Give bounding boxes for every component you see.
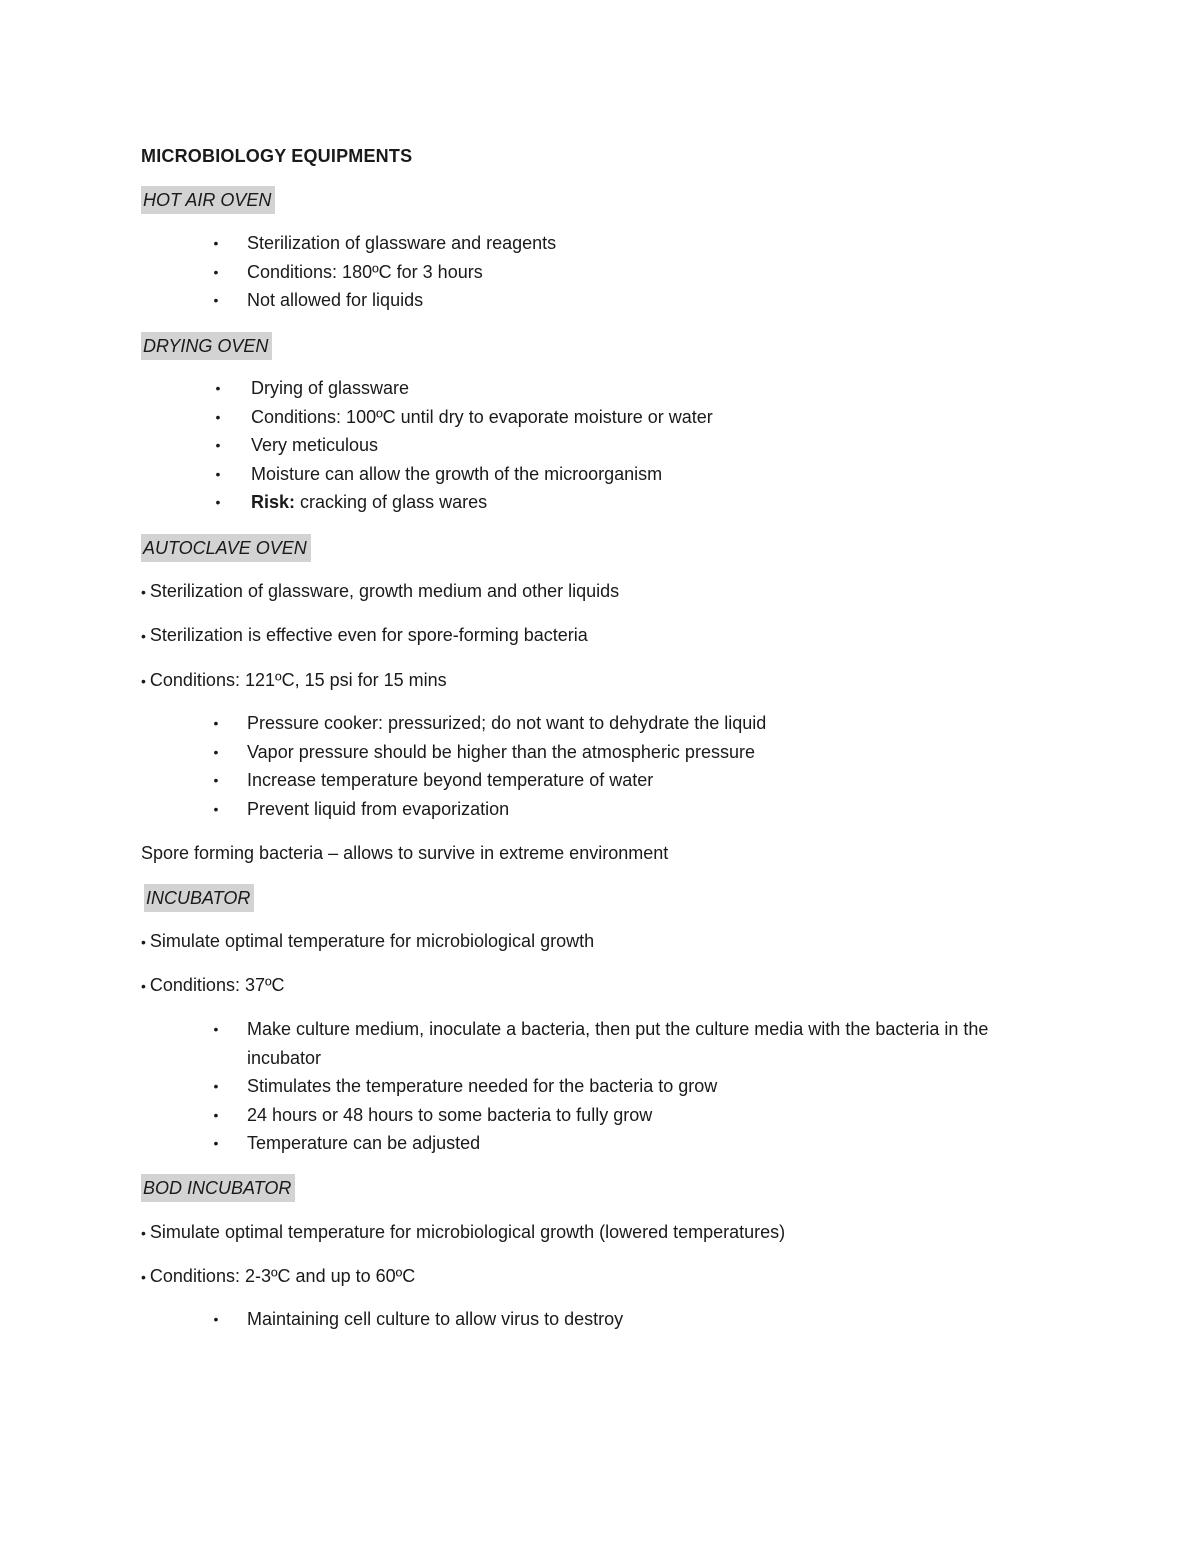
document-title: MICROBIOLOGY EQUIPMENTS [141, 146, 413, 166]
bullet-icon: • [213, 1078, 219, 1094]
bullet-icon: • [215, 494, 221, 510]
hot-air-oven-list [0, 229, 557, 315]
list-item: • Drying of glassware [0, 374, 462, 403]
list-item: • Maintaining cell culture to allow virus to destroy [0, 1305, 376, 1334]
incubator-para: • Conditions: 37ºC [141, 975, 285, 995]
section-heading-autoclave-oven: AUTOCLAVE OVEN [141, 534, 311, 562]
list-item: • Conditions: 180ºC for 3 hours [0, 258, 309, 287]
bullet-icon: • [215, 465, 221, 482]
bullet-icon: • [215, 380, 221, 396]
incubator-para: • Simulate optimal temperature for microbiological growth [141, 931, 595, 951]
list-item-risk [0, 488, 488, 517]
list-item: • Conditions: 100ºC until dry to evaporate moisture or water [0, 403, 462, 432]
section-heading-bod-incubator: BOD INCUBATOR [141, 1174, 295, 1202]
risk-label: Risk: [251, 492, 296, 512]
bullet-icon: • [213, 1135, 219, 1151]
bullet-icon: • [213, 292, 219, 308]
section-heading-incubator: INCUBATOR [144, 884, 254, 912]
list-item: • 24 hours or 48 hours to some bacteria to fully grow [0, 1101, 470, 1130]
autoclave-para: • Sterilization is effective even for spore-forming bacteria [141, 625, 588, 645]
bullet-icon: • [215, 437, 221, 453]
bullet-icon: • [215, 408, 221, 425]
incubator-list [0, 1015, 989, 1158]
bullet-icon: • [141, 628, 146, 644]
bullet-icon: • [213, 772, 219, 788]
bullet-icon: • [213, 715, 219, 731]
bullet-icon: • [141, 584, 146, 600]
list-item: • Increase temperature beyond temperature of water [0, 766, 519, 795]
risk-text: cracking of glass wares [295, 492, 488, 512]
bullet-icon: • [213, 743, 219, 760]
autoclave-para: • Conditions: 121ºC, 15 psi for 15 mins [141, 670, 447, 690]
bullet-icon: • [213, 1106, 219, 1123]
list-item: • Vapor pressure should be higher than the atmospheric pressure [0, 738, 519, 767]
list-item: • Pressure cooker: pressurized; do not want to dehydrate the liquid [0, 709, 519, 738]
list-item: • Very meticulous [0, 431, 462, 460]
bullet-icon: • [141, 978, 146, 994]
bullet-icon: • [213, 263, 219, 280]
bullet-icon: • [141, 673, 146, 689]
section-heading-drying-oven: DRYING OVEN [141, 332, 272, 360]
bullet-icon: • [141, 1269, 146, 1285]
bullet-icon: • [141, 1225, 146, 1241]
bullet-icon: • [213, 800, 219, 817]
section-heading-hot-air-oven: HOT AIR OVEN [141, 186, 275, 214]
autoclave-para: • Sterilization of glassware, growth medium and other liquids [141, 581, 620, 601]
bullet-icon: • [213, 1311, 219, 1327]
list-item: • Sterilization of glassware and reagents [0, 229, 309, 258]
bullet-icon: • [141, 934, 146, 950]
spore-note: Spore forming bacteria – allows to survive in extreme environment [141, 843, 669, 863]
drying-oven-list [0, 374, 713, 517]
list-item: • Prevent liquid from evaporization [0, 795, 519, 824]
bullet-icon: • [213, 235, 219, 251]
list-item: • Moisture can allow the growth of the microorganism [0, 460, 462, 489]
list-item: • Make culture medium, inoculate a bacteria, then put the culture media with the bacteria in the incubator [0, 1015, 470, 1072]
list-item: • Temperature can be adjusted [0, 1129, 470, 1158]
bod-incubator-para: • Conditions: 2-3ºC and up to 60ºC [141, 1266, 416, 1286]
bullet-icon: • [213, 1021, 219, 1037]
list-item: • Not allowed for liquids [0, 286, 309, 315]
list-item: • Stimulates the temperature needed for the bacteria to grow [0, 1072, 470, 1101]
bod-incubator-para: • Simulate optimal temperature for microbiological growth (lowered temperatures) [141, 1222, 786, 1242]
autoclave-oven-list [0, 709, 767, 823]
bod-incubator-list [0, 1305, 624, 1334]
